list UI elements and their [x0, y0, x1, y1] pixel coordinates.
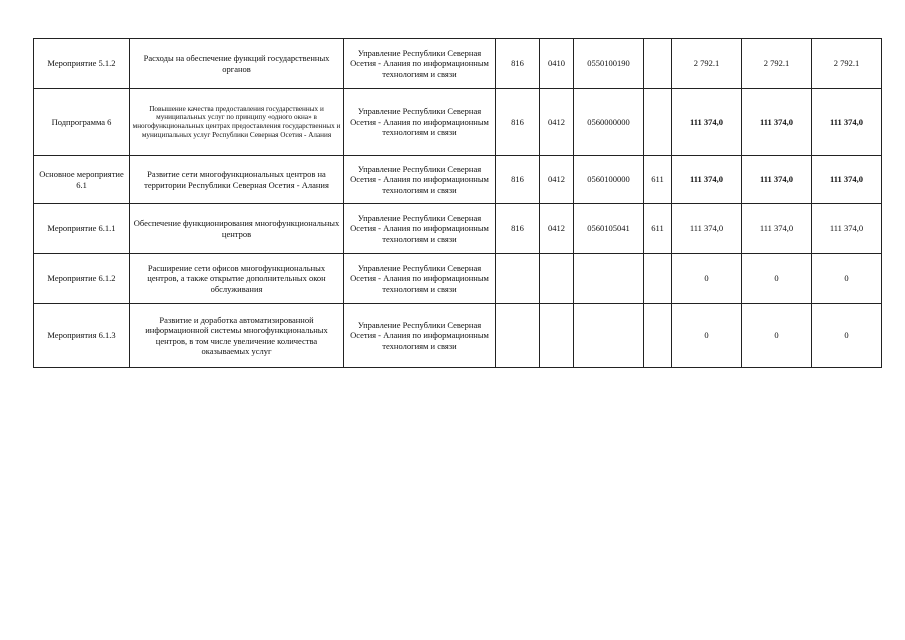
- row-level: Основное мероприятие 6.1: [34, 156, 130, 204]
- row-grbs: 816: [496, 204, 540, 254]
- row-description: Расходы на обеспечение функций государственных органов: [130, 39, 344, 89]
- row-vr: [644, 304, 672, 368]
- table-row: [34, 89, 882, 156]
- row-rzpr: [540, 304, 574, 368]
- row-year2: 0: [742, 304, 812, 368]
- row-description: Развитие и доработка автоматизированной информационной системы многофункциональных центров, в том числе увеличение количества оказываемых услуг: [130, 304, 344, 368]
- row-description: Развитие сети многофункциональных центров на территории Республики Северная Осетия - Алания: [130, 156, 344, 204]
- row-level: Мероприятия 6.1.3: [34, 304, 130, 368]
- row-grbs: 816: [496, 156, 540, 204]
- row-level: Мероприятие 5.1.2: [34, 39, 130, 89]
- row-rzpr: [540, 254, 574, 304]
- row-year2: 111 374,0: [742, 156, 812, 204]
- row-vr: 611: [644, 204, 672, 254]
- row-description: Повышение качества предоставления государственных и муниципальных услуг по принципу «одного окна» в многофункциональных центрах предоставления государственных и муниципальных услуг Республики Северная Осетия - Алания: [130, 89, 344, 156]
- row-csr: 0550100190: [574, 39, 644, 89]
- row-year2: 0: [742, 254, 812, 304]
- row-year1: 2 792.1: [672, 39, 742, 89]
- row-year1: 111 374,0: [672, 204, 742, 254]
- row-year3: 0: [812, 254, 882, 304]
- row-rzpr: 0412: [540, 89, 574, 156]
- row-csr: 0560000000: [574, 89, 644, 156]
- row-grbs: 816: [496, 39, 540, 89]
- row-year3: 111 374,0: [812, 204, 882, 254]
- table-row: [34, 304, 882, 368]
- row-grbs: [496, 304, 540, 368]
- row-executor: Управление Республики Северная Осетия - Алания по информационным технологиям и связи: [344, 156, 496, 204]
- row-executor: Управление Республики Северная Осетия - Алания по информационным технологиям и связи: [344, 254, 496, 304]
- row-year3: 2 792.1: [812, 39, 882, 89]
- row-csr: 0560105041: [574, 204, 644, 254]
- row-vr: [644, 89, 672, 156]
- row-vr: 611: [644, 156, 672, 204]
- row-year3: 111 374,0: [812, 89, 882, 156]
- row-year1: 0: [672, 304, 742, 368]
- row-executor: Управление Республики Северная Осетия - Алания по информационным технологиям и связи: [344, 39, 496, 89]
- row-description: Расширение сети офисов многофункциональных центров, а также открытие дополнительных окон обслуживания: [130, 254, 344, 304]
- row-grbs: 816: [496, 89, 540, 156]
- row-vr: [644, 254, 672, 304]
- row-year1: 0: [672, 254, 742, 304]
- table-row: [34, 39, 882, 89]
- row-year1: 111 374,0: [672, 89, 742, 156]
- row-year3: 0: [812, 304, 882, 368]
- row-rzpr: 0412: [540, 204, 574, 254]
- row-year2: 111 374,0: [742, 204, 812, 254]
- row-csr: [574, 254, 644, 304]
- row-year1: 111 374,0: [672, 156, 742, 204]
- budget-table: [33, 38, 882, 368]
- row-level: Мероприятие 6.1.2: [34, 254, 130, 304]
- row-csr: 0560100000: [574, 156, 644, 204]
- table-row: [34, 204, 882, 254]
- row-grbs: [496, 254, 540, 304]
- row-description: Обеспечение функционирования многофункциональных центров: [130, 204, 344, 254]
- row-executor: Управление Республики Северная Осетия - Алания по информационным технологиям и связи: [344, 89, 496, 156]
- row-rzpr: 0410: [540, 39, 574, 89]
- row-year3: 111 374,0: [812, 156, 882, 204]
- row-year2: 2 792.1: [742, 39, 812, 89]
- table-row: [34, 156, 882, 204]
- row-rzpr: 0412: [540, 156, 574, 204]
- row-year2: 111 374,0: [742, 89, 812, 156]
- table-row: [34, 254, 882, 304]
- row-vr: [644, 39, 672, 89]
- row-level: Подпрограмма 6: [34, 89, 130, 156]
- row-level: Мероприятие 6.1.1: [34, 204, 130, 254]
- row-csr: [574, 304, 644, 368]
- row-executor: Управление Республики Северная Осетия - Алания по информационным технологиям и связи: [344, 204, 496, 254]
- row-executor: Управление Республики Северная Осетия - Алания по информационным технологиям и связи: [344, 304, 496, 368]
